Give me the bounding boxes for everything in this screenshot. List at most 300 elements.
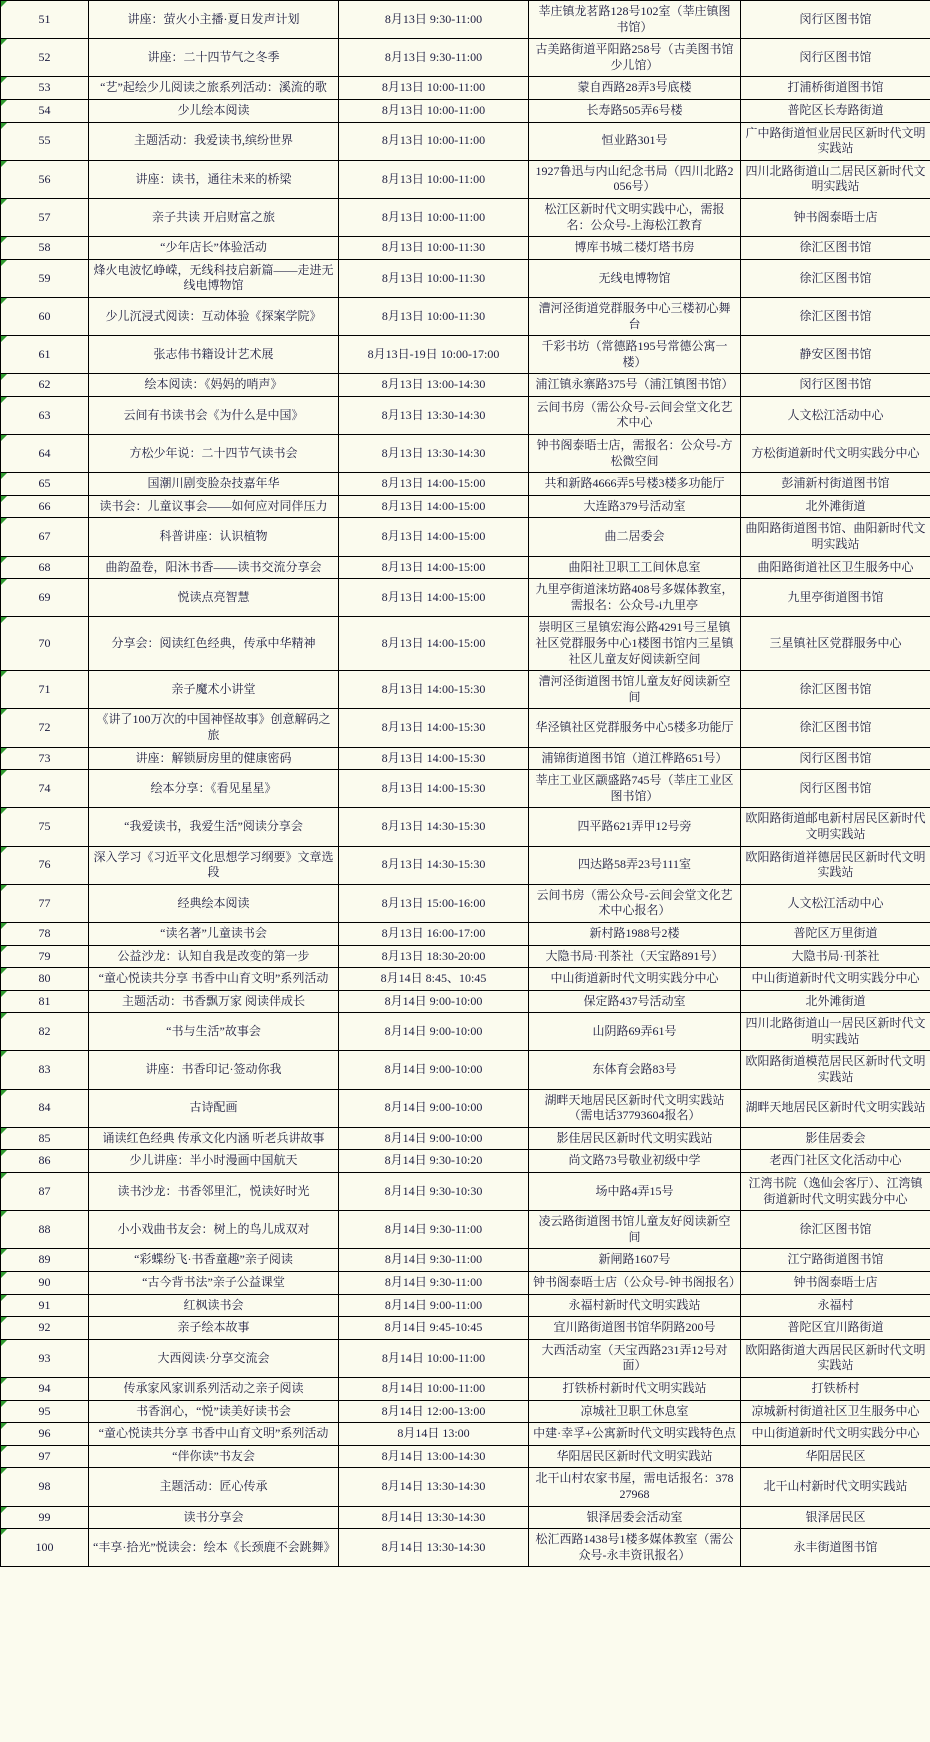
event-organizer: 永丰街道图书馆 [793, 1539, 878, 1554]
event-location-cell [529, 1051, 741, 1089]
event-datetime-cell [339, 922, 529, 945]
excel-flag-icon [1, 260, 7, 266]
event-datetime-cell [339, 1173, 529, 1211]
table-row [1, 556, 930, 579]
activity-name: 主题活动：我爱读书,缤纷世界 [133, 133, 293, 148]
event-location: 中山街道新时代文明实践分中心 [550, 971, 719, 986]
event-datetime-cell [339, 1150, 529, 1173]
row-number-cell [1, 1506, 89, 1529]
row-number: 84 [38, 1100, 51, 1115]
event-organizer: 人文松江活动中心 [787, 895, 884, 910]
row-number-cell [1, 1272, 89, 1295]
event-datetime: 8月13日 15:00-16:00 [381, 895, 486, 910]
event-organizer: 四川北路街道山二居民区新时代文明实践站 [745, 163, 926, 194]
event-datetime: 8月14日 10:00-11:00 [381, 1380, 486, 1395]
table-row [1, 122, 930, 160]
row-number-cell [1, 556, 89, 579]
event-datetime: 8月13日 14:00-15:30 [381, 681, 486, 696]
activity-name: 云间有书读书会《为什么是中国》 [123, 407, 304, 422]
activity-name: 读书沙龙：书香邻里汇，悦读好时光 [117, 1183, 310, 1198]
row-number: 90 [38, 1275, 51, 1289]
event-organizer: 大隐书局·刊茶社 [791, 948, 880, 963]
event-organizer-cell [741, 1423, 930, 1446]
event-organizer: 欧阳路街道邮电新村居民区新时代文明实践站 [745, 811, 926, 841]
event-organizer-cell [741, 884, 930, 922]
event-datetime: 8月13日 10:00-11:30 [381, 270, 486, 285]
activity-name-cell [89, 259, 339, 297]
event-location-cell [529, 1272, 741, 1295]
event-location-cell [529, 1317, 741, 1340]
table-row [1, 770, 930, 808]
event-location: 银泽居委会活动室 [586, 1509, 683, 1524]
event-organizer: 湖畔天地居民区新时代文明实践站 [745, 1100, 926, 1115]
table-row [1, 579, 930, 617]
event-datetime: 8月13日 14:30-15:30 [381, 857, 486, 872]
row-number: 95 [38, 1403, 51, 1418]
event-organizer: 凉城新村街道社区卫生服务中心 [751, 1403, 920, 1418]
event-organizer: 打浦桥街道图书馆 [787, 80, 884, 95]
activity-name-cell [89, 671, 339, 709]
table-row [1, 1506, 930, 1529]
event-organizer: 方松街道新时代文明实践分中心 [751, 445, 920, 460]
event-location-cell [529, 99, 741, 122]
row-number-cell [1, 1211, 89, 1249]
activity-name-cell [89, 99, 339, 122]
events-table-body [1, 1, 930, 1567]
event-datetime-cell [339, 77, 529, 100]
row-number-cell [1, 473, 89, 496]
event-location-cell [529, 396, 741, 434]
event-location-cell [529, 1, 741, 39]
event-location-cell [529, 1529, 741, 1567]
event-datetime: 8月13日 14:30-15:30 [381, 819, 486, 834]
event-datetime: 8月13日 14:00-15:00 [381, 476, 486, 491]
event-datetime: 8月13日 14:00-15:30 [381, 780, 486, 795]
event-organizer-cell [741, 1377, 930, 1400]
event-organizer-cell [741, 968, 930, 991]
event-datetime-cell [339, 1013, 529, 1051]
event-location-cell [529, 990, 741, 1013]
activity-name: “童心悦读共分享 书香中山育文明”系列活动 [98, 971, 329, 986]
activity-name: “彩蝶纷飞·书香童趣”亲子阅读 [134, 1252, 293, 1267]
row-number-cell [1, 99, 89, 122]
event-location: 钟书阁泰晤士店，需报名：公众号-方松微空间 [536, 438, 733, 468]
event-organizer-cell [741, 556, 930, 579]
row-number-cell [1, 922, 89, 945]
event-organizer: 中山街道新时代文明实践分中心 [751, 971, 920, 986]
row-number: 77 [38, 895, 51, 910]
row-number: 79 [38, 948, 51, 963]
excel-flag-icon [1, 968, 7, 974]
row-number-cell [1, 39, 89, 77]
row-number: 61 [38, 346, 51, 361]
activity-name-cell [89, 968, 339, 991]
row-number: 55 [38, 133, 51, 148]
event-datetime-cell [339, 237, 529, 260]
row-number-cell [1, 945, 89, 968]
activity-name: 绘本阅读：《妈妈的哨声》 [144, 377, 283, 392]
excel-flag-icon [1, 1446, 7, 1452]
table-row [1, 518, 930, 556]
event-organizer: 欧阳路街道模范居民区新时代文明实践站 [745, 1054, 926, 1085]
row-number: 94 [38, 1380, 51, 1395]
activity-name-cell [89, 922, 339, 945]
event-location: 凌云路街道图书馆儿童友好阅读新空间 [538, 1214, 731, 1244]
row-number: 85 [38, 1130, 51, 1145]
row-number: 53 [38, 80, 51, 95]
row-number: 54 [38, 102, 51, 117]
event-datetime-cell [339, 1529, 529, 1567]
event-organizer: 银泽居民区 [805, 1509, 866, 1524]
event-datetime-cell [339, 396, 529, 434]
activity-name-cell [89, 617, 339, 671]
row-number-cell [1, 1051, 89, 1089]
event-organizer-cell [741, 1317, 930, 1340]
row-number: 99 [38, 1509, 51, 1524]
activity-name: 深入学习《习近平文化思想学习纲要》文章选段 [93, 849, 334, 880]
event-datetime-cell [339, 990, 529, 1013]
row-number: 98 [38, 1479, 51, 1494]
excel-flag-icon [1, 923, 7, 929]
row-number: 87 [38, 1183, 51, 1198]
table-row [1, 1211, 930, 1249]
activity-name: 曲韵盈卷，阳沐书香——读书交流分享会 [105, 559, 322, 574]
event-organizer: 江湾书院（逸仙会客厅）、江湾镇街道新时代文明实践分中心 [748, 1176, 923, 1206]
row-number: 80 [38, 971, 51, 986]
event-datetime: 8月13日 13:30-14:30 [381, 407, 486, 422]
activity-name: 公益沙龙：认知自我是改变的第一步 [117, 948, 310, 963]
table-row [1, 846, 930, 884]
table-row [1, 1127, 930, 1150]
row-number: 52 [38, 49, 51, 64]
activity-name-cell [89, 1339, 339, 1377]
table-row [1, 671, 930, 709]
event-location: 大隐书局·刊茶社（天宝路891号） [545, 948, 724, 963]
activity-name-cell [89, 237, 339, 260]
event-location-cell [529, 808, 741, 846]
row-number-cell [1, 1127, 89, 1150]
event-location: 曲二居委会 [604, 529, 665, 544]
event-datetime-cell [339, 122, 529, 160]
table-row [1, 99, 930, 122]
excel-flag-icon [1, 557, 7, 563]
activity-name-cell [89, 473, 339, 496]
event-datetime: 8月13日-19日 10:00-17:00 [367, 346, 500, 361]
activity-name-cell [89, 1445, 339, 1468]
excel-flag-icon [1, 237, 7, 243]
row-number: 57 [38, 209, 51, 224]
row-number: 100 [35, 1539, 54, 1554]
row-number: 68 [38, 559, 51, 574]
activity-name: 大西阅读·分享交流会 [157, 1350, 270, 1365]
event-organizer-cell [741, 922, 930, 945]
table-row [1, 1, 930, 39]
activity-name-cell [89, 1423, 339, 1446]
activity-name: 《讲了100万次的中国神怪故事》创意解码之旅 [96, 712, 331, 742]
event-datetime-cell [339, 1400, 529, 1423]
event-organizer: 普陀区长寿路街道 [787, 102, 884, 117]
row-number-cell [1, 1013, 89, 1051]
event-organizer: 彭浦新村街道图书馆 [781, 476, 890, 491]
excel-flag-icon [1, 946, 7, 952]
row-number: 82 [38, 1024, 51, 1039]
row-number: 97 [38, 1448, 51, 1463]
event-organizer-cell [741, 1127, 930, 1150]
excel-flag-icon [1, 1, 7, 7]
event-datetime: 8月13日 10:00-11:00 [381, 133, 486, 148]
event-location-cell [529, 1400, 741, 1423]
excel-flag-icon [1, 885, 7, 891]
event-location-cell [529, 518, 741, 556]
event-organizer: 徐汇区图书馆 [799, 1222, 872, 1237]
event-datetime-cell [339, 1089, 529, 1127]
table-row [1, 1468, 930, 1506]
row-number: 56 [38, 171, 51, 186]
table-row [1, 922, 930, 945]
event-organizer-cell [741, 336, 930, 374]
event-location-cell [529, 846, 741, 884]
event-location-cell [529, 1377, 741, 1400]
row-number-cell [1, 968, 89, 991]
event-organizer-cell [741, 237, 930, 260]
activity-name: “少年店长”体验活动 [160, 240, 267, 255]
table-row [1, 396, 930, 434]
event-datetime-cell [339, 945, 529, 968]
excel-flag-icon [1, 991, 7, 997]
event-organizer-cell [741, 709, 930, 747]
event-datetime: 8月13日 10:00-11:00 [381, 209, 486, 224]
table-row [1, 968, 930, 991]
event-location: 恒业路301号 [601, 133, 668, 148]
row-number: 75 [38, 819, 51, 834]
event-datetime-cell [339, 747, 529, 770]
excel-flag-icon [1, 1051, 7, 1057]
activity-name-cell [89, 747, 339, 770]
row-number-cell [1, 77, 89, 100]
event-datetime-cell [339, 1249, 529, 1272]
event-location: 场中路4弄15号 [595, 1183, 674, 1198]
event-location-cell [529, 77, 741, 100]
event-datetime-cell [339, 99, 529, 122]
event-location: 东体育会路83号 [592, 1062, 677, 1077]
event-datetime: 8月13日 9:30-11:00 [384, 49, 483, 64]
row-number-cell [1, 1317, 89, 1340]
table-row [1, 747, 930, 770]
event-datetime: 8月13日 13:30-14:30 [381, 445, 486, 460]
row-number-cell [1, 1339, 89, 1377]
event-location-cell [529, 495, 741, 518]
event-location: 云间书房（需公众号-云间会堂文化艺术中心 [536, 399, 733, 430]
event-organizer-cell [741, 77, 930, 100]
event-location-cell [529, 671, 741, 709]
activity-name-cell [89, 297, 339, 335]
activity-name: “艺”起绘少儿阅读之旅系列活动：溪流的歌 [100, 80, 327, 95]
row-number: 58 [38, 240, 51, 255]
row-number: 69 [38, 590, 51, 605]
excel-flag-icon [1, 496, 7, 502]
event-location: 大连路379号活动室 [583, 498, 686, 513]
table-row [1, 297, 930, 335]
event-organizer-cell [741, 1211, 930, 1249]
excel-flag-icon [1, 1295, 7, 1301]
event-datetime-cell [339, 1211, 529, 1249]
event-location-cell [529, 770, 741, 808]
activity-name: 少儿讲座：半小时漫画中国航天 [129, 1153, 298, 1168]
event-location: 松汇西路1438号1楼多媒体教室（需公众号-永丰资讯报名） [535, 1532, 734, 1562]
activity-name: “童心悦读共分享 书香中山育文明”系列活动 [98, 1426, 329, 1441]
row-number: 88 [38, 1222, 51, 1237]
table-row [1, 1400, 930, 1423]
row-number: 92 [38, 1320, 51, 1335]
activity-name-cell [89, 1051, 339, 1089]
event-location-cell [529, 556, 741, 579]
event-datetime: 8月14日 9:30-11:00 [384, 1252, 483, 1267]
table-row [1, 709, 930, 747]
activity-name: 分享会：阅读红色经典，传承中华精神 [111, 636, 316, 650]
event-location-cell [529, 198, 741, 236]
event-organizer-cell [741, 1272, 930, 1295]
event-location: 四达路58弄23号111室 [577, 857, 692, 872]
activity-name: 主题活动：匠心传承 [159, 1479, 268, 1494]
activity-name-cell [89, 1, 339, 39]
event-organizer: 徐汇区图书馆 [799, 720, 872, 735]
event-location: 山阴路69弄61号 [592, 1024, 677, 1039]
event-datetime-cell [339, 1272, 529, 1295]
table-row [1, 1249, 930, 1272]
event-location-cell [529, 709, 741, 747]
event-location: 保定路437号活动室 [583, 993, 686, 1008]
event-organizer: 曲阳路街道社区卫生服务中心 [757, 559, 914, 574]
event-location-cell [529, 1249, 741, 1272]
event-location: 九里亭街道涞坊路408号多媒体教室，需报名：公众号-i九里亭 [535, 582, 734, 612]
event-datetime-cell [339, 1506, 529, 1529]
event-organizer-cell [741, 473, 930, 496]
event-datetime: 8月13日 14:00-15:00 [381, 529, 486, 544]
activity-name-cell [89, 709, 339, 747]
event-organizer-cell [741, 1468, 930, 1506]
activity-name-cell [89, 1013, 339, 1051]
table-row [1, 198, 930, 236]
activity-name-cell [89, 435, 339, 473]
event-organizer: 北外滩街道 [805, 993, 866, 1008]
row-number: 91 [38, 1297, 51, 1312]
event-organizer: 闵行区图书馆 [799, 377, 872, 392]
table-row [1, 1377, 930, 1400]
excel-flag-icon [1, 100, 7, 106]
event-datetime: 8月14日 13:00 [397, 1426, 470, 1441]
row-number: 73 [38, 750, 51, 765]
event-datetime-cell [339, 1445, 529, 1468]
row-number-cell [1, 770, 89, 808]
table-row [1, 473, 930, 496]
activity-name-cell [89, 556, 339, 579]
event-location: 漕河泾街道党群服务中心三楼初心舞台 [538, 300, 731, 331]
event-organizer: 北外滩街道 [805, 498, 866, 513]
row-number-cell [1, 435, 89, 473]
excel-flag-icon [1, 1090, 7, 1096]
event-organizer-cell [741, 374, 930, 397]
activity-name: 讲座：萤火小主播·夏日发声计划 [127, 11, 300, 26]
event-location-cell [529, 297, 741, 335]
excel-flag-icon [1, 579, 7, 585]
event-location: 尚文路73号敬业初级中学 [568, 1153, 701, 1168]
event-location-cell [529, 374, 741, 397]
event-datetime: 8月14日 9:30-10:20 [384, 1153, 483, 1168]
event-datetime: 8月13日 10:00-11:00 [381, 171, 486, 186]
row-number: 51 [38, 11, 51, 26]
activity-name: 讲座：解锁厨房里的健康密码 [135, 750, 292, 765]
row-number: 89 [38, 1252, 51, 1267]
row-number: 96 [38, 1426, 51, 1441]
excel-flag-icon [1, 473, 7, 479]
event-location: 浦锦街道图书馆（道江桦路651号） [541, 750, 728, 765]
event-datetime: 8月13日 14:00-15:00 [381, 559, 486, 574]
excel-flag-icon [1, 1340, 7, 1346]
event-datetime: 8月13日 9:30-11:00 [384, 11, 483, 26]
table-row [1, 77, 930, 100]
event-location-cell [529, 122, 741, 160]
table-row [1, 884, 930, 922]
event-datetime-cell [339, 770, 529, 808]
row-number: 76 [38, 857, 51, 872]
row-number-cell [1, 297, 89, 335]
event-datetime: 8月13日 10:00-11:30 [381, 240, 486, 255]
event-location: 崇明区三星镇宏海公路4291号三星镇社区党群服务中心1楼图书馆内三星镇社区儿童友好阅读新空间 [535, 620, 734, 666]
row-number-cell [1, 1468, 89, 1506]
event-datetime: 8月13日 14:00-15:00 [381, 498, 486, 513]
event-location: 漕河泾街道图书馆儿童友好阅读新空间 [538, 674, 731, 704]
activity-name: 少儿沉浸式阅读：互动体验《探案学院》 [105, 308, 322, 323]
activity-name-cell [89, 770, 339, 808]
event-organizer-cell [741, 671, 930, 709]
event-datetime: 8月14日 9:30-11:00 [384, 1222, 483, 1237]
event-organizer-cell [741, 1173, 930, 1211]
activity-name-cell [89, 1400, 339, 1423]
activity-name: 经典绘本阅读 [177, 895, 250, 910]
event-datetime: 8月14日 9:45-10:45 [384, 1320, 483, 1335]
activity-name-cell [89, 1211, 339, 1249]
row-number-cell [1, 518, 89, 556]
activity-name: 绘本分享：《看见星星》 [150, 780, 277, 795]
excel-flag-icon [1, 1211, 7, 1217]
event-datetime-cell [339, 1051, 529, 1089]
activity-name: 读书会：儿童议事会——如何应对同伴压力 [99, 498, 328, 513]
event-location: 华泾镇社区党群服务中心5楼多功能厅 [535, 720, 734, 735]
event-organizer: 人文松江活动中心 [787, 407, 884, 422]
event-location-cell [529, 1445, 741, 1468]
event-location: 无线电博物馆 [598, 270, 671, 285]
event-datetime-cell [339, 495, 529, 518]
row-number: 81 [38, 993, 51, 1008]
activity-name: 讲座：二十四节气之冬季 [147, 49, 280, 64]
row-number-cell [1, 336, 89, 374]
event-organizer: 北干山村新时代文明实践站 [763, 1479, 908, 1494]
row-number-cell [1, 617, 89, 671]
event-location: 宜川路街道图书馆华阴路200号 [553, 1320, 716, 1335]
event-datetime-cell [339, 259, 529, 297]
table-row [1, 237, 930, 260]
event-location-cell [529, 1423, 741, 1446]
event-datetime-cell [339, 39, 529, 77]
event-datetime: 8月14日 10:00-11:00 [381, 1350, 486, 1365]
event-location-cell [529, 945, 741, 968]
event-location: 中建·幸孚+公寓新时代文明实践特色点 [533, 1426, 736, 1441]
table-row [1, 259, 930, 297]
excel-flag-icon [1, 199, 7, 205]
event-datetime: 8月14日 9:30-10:30 [384, 1183, 483, 1198]
activity-name: 悦读点亮智慧 [177, 590, 250, 605]
event-datetime: 8月14日 13:30-14:30 [381, 1539, 486, 1554]
